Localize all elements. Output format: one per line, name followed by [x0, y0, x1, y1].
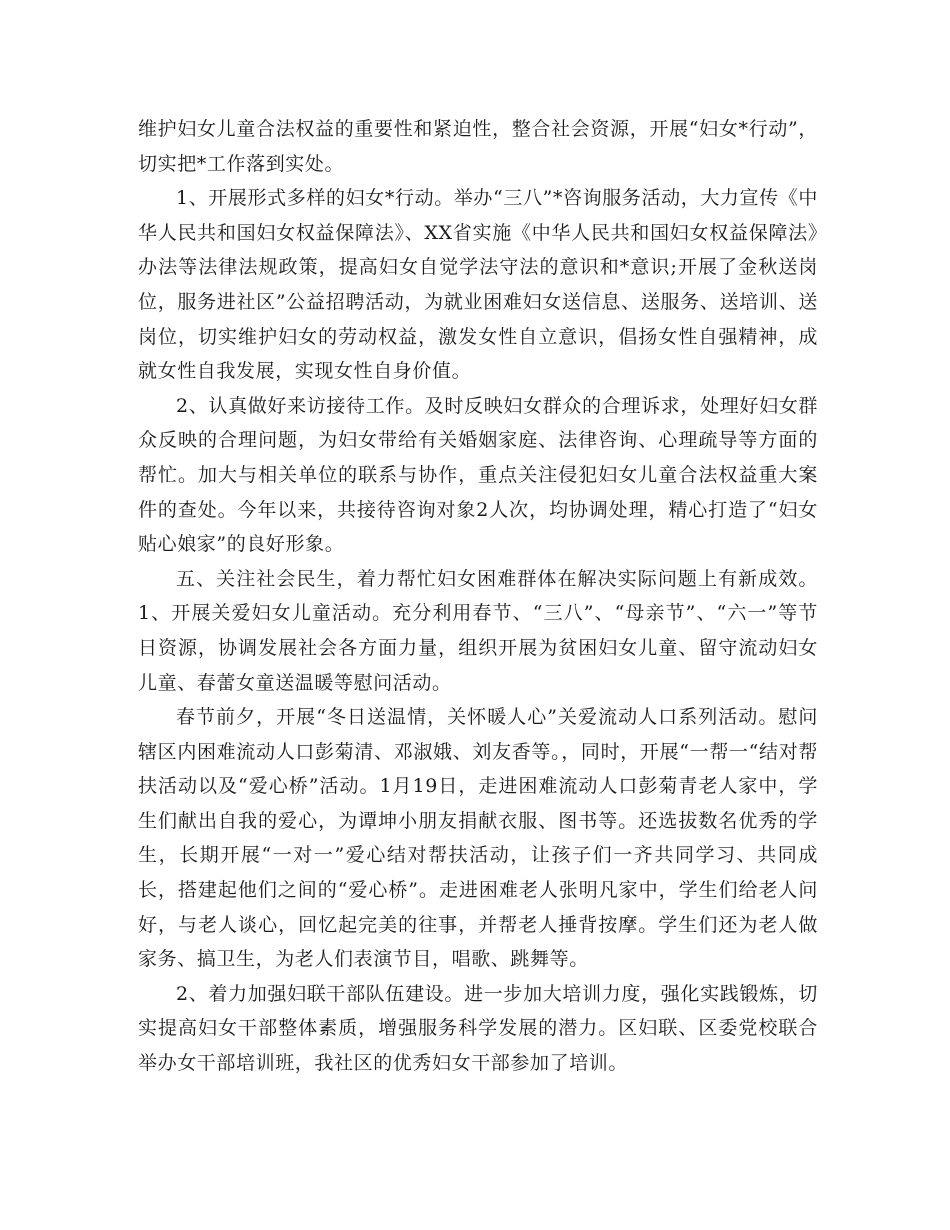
paragraph-visitor-reception: 2、认真做好来访接待工作。及时反映妇女群众的合理诉求，处理好妇女群众反映的合理问题，为妇女带给有关婚姻家庭、法律咨询、心理疏导等方面的帮忙。加大与相关单位的联系与协作，重点关注侵犯妇女儿童合法权益重大案件的查处。今年以来，共接待咨询对象2人次，均协调处理，精心打造了“妇女贴心娘家”的良好形象。: [138, 394, 818, 556]
paragraph-spring-festival: 春节前夕，开展“冬日送温情，关怀暖人心”关爱流动人口系列活动。慰问辖区内困难流动人口彭菊清、邓淑娥、刘友香等。，同时，开展“一帮一“结对帮扶活动以及“爱心桥”活动。1月19日，走进困难流动人口彭菊青老人家中，学生们献出自我的爱心，为谭坤小朋友捐献衣服、图书等。还选拔数名优秀的学生，长期开展“一对一”爱心结对帮扶活动，让孩子们一齐共同学习、共同成长，搭建起他们之间的“爱心桥”。走进困难老人张明凡家中，学生们给老人问好，与老人谈心，回忆起完美的往事，并帮老人捶背按摩。学生们还为老人做家务、搞卫生，为老人们表演节目，唱歌、跳舞等。: [138, 706, 818, 971]
paragraph-womens-action: 1、开展形式多样的妇女*行动。举办“三八”*咨询服务活动，大力宣传《中华人民共和国妇女权益保障法》、XX省实施《中华人民共和国妇女权益保障法》办法等法律法规政策，提高妇女自觉学法守法的意识和*意识;开展了金秋送岗位，服务进社区”公益招聘活动，为就业困难妇女送信息、送服务、送培训、送岗位，切实维护妇女的劳动权益，激发女性自立意识，倡扬女性自强精神，成就女性自我发展，实现女性自身价值。: [138, 187, 818, 383]
paragraph-section-five: 五、关注社会民生，着力帮忙妇女困难群体在解决实际问题上有新成效。1、开展关爱妇女儿童活动。充分利用春节、“三八”、“母亲节”、“六一”等节日资源，协调发展社会各方面力量，组织开展为贫困妇女儿童、留守流动妇女儿童、春蕾女童送温暖等慰问活动。: [138, 567, 818, 694]
paragraph-continuation: 维护妇女儿童合法权益的重要性和紧迫性，整合社会资源，开展“妇女*行动”，切实把*工作落到实处。: [138, 118, 818, 175]
paragraph-cadre-building: 2、着力加强妇联干部队伍建设。进一步加大培训力度，强化实践锻炼，切实提高妇女干部整体素质，增强服务科学发展的潜力。区妇联、区委党校联合举办女干部培训班，我社区的优秀妇女干部参加了培训。: [138, 982, 818, 1075]
document-body: [138, 112, 818, 1081]
